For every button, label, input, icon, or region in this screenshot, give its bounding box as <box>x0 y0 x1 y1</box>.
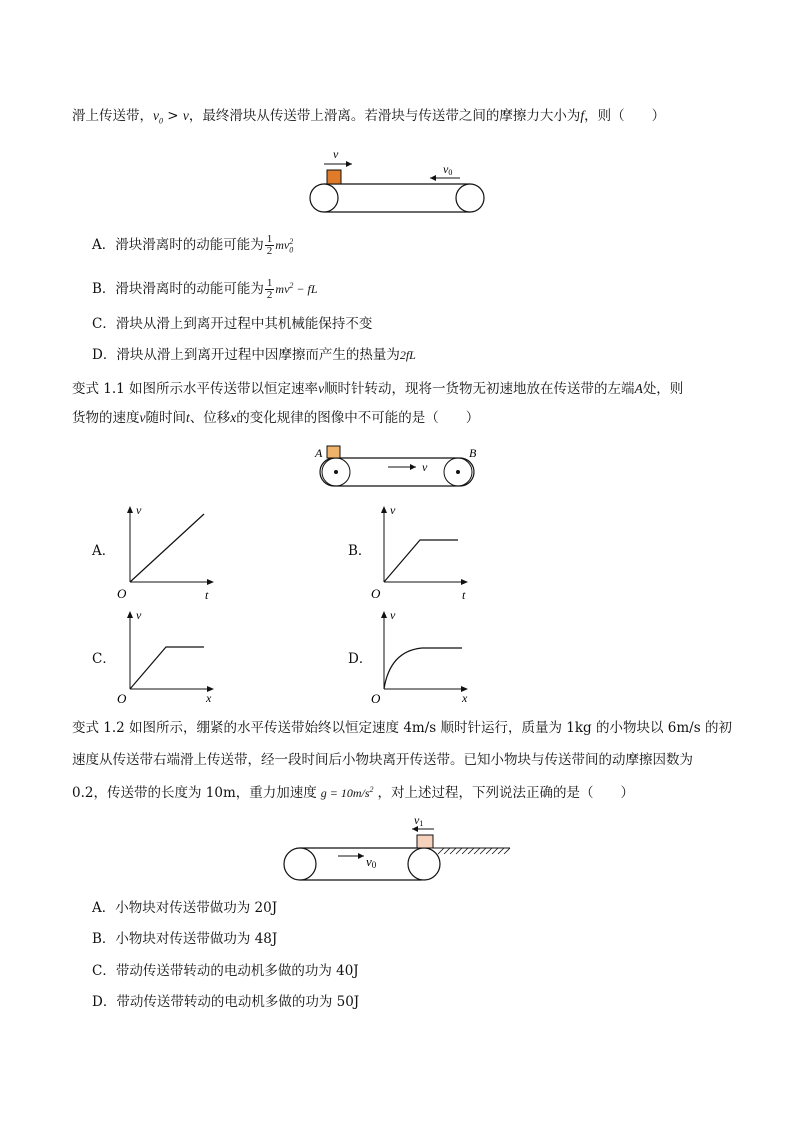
q1-fig-b-label: B <box>469 446 477 460</box>
q1-graph-b-ylabel: v <box>390 503 396 517</box>
q1-stem-line1: 变式 1.1 如图所示水平传送带以恒定速率v顺时针转动，现将一货物无初速地放在传送带的左端A处，则 <box>72 381 684 397</box>
q1-graph-d-xlabel: x <box>462 691 468 705</box>
q1-graph-d-option[interactable]: D． <box>348 651 373 667</box>
q0-conveyor-figure <box>300 140 500 220</box>
q2-option-d[interactable]: D．带动传送带转动的电动机多做的功为 50J <box>92 994 360 1010</box>
q0-fig-v0-label: v0 <box>443 162 453 177</box>
q2-stem-line3: 0.2，传送带的长度为 10m，重力加速度 $g = 10m/s^2$ ，对上述过程，下列说法正确的是（ ） <box>72 785 635 801</box>
q1-fig-a-label: A <box>315 446 323 460</box>
q1-graph-a <box>112 502 222 602</box>
q2-stem-line2: 速度从传送带右端滑上传送带，经一段时间后小物块离开传送带。已知小物块与传送带间的动摩擦因数为 <box>72 752 693 768</box>
q1-graph-b-xlabel: t <box>462 588 466 602</box>
q0-stem-v: v <box>182 108 189 123</box>
q1-graph-d-origin: O <box>371 691 381 706</box>
q2-option-a[interactable]: A．小物块对传送带做功为 20J <box>92 900 278 916</box>
q0-option-d[interactable]: D．滑块从滑上到离开过程中因摩擦而产生的热量为2fL <box>92 347 416 363</box>
q2-stem-line1: 变式 1.2 如图所示，绷紧的水平传送带始终以恒定速度 4m/s 顺时针运行，质量为 1kg 的小物块以 6m/s 的初 <box>72 720 732 736</box>
q1-graph-c-xlabel: x <box>206 691 212 705</box>
q1-graph-b <box>366 502 476 602</box>
q0-stem-text-a: 滑上传送带， <box>72 108 153 124</box>
q2-fig-v0-label: v0 <box>366 854 377 870</box>
q2-conveyor-figure <box>280 812 520 884</box>
q1-graph-a-option[interactable]: A． <box>92 543 116 559</box>
q1-fig-v-label: v <box>422 460 428 474</box>
q1-graph-c <box>112 605 222 705</box>
q1-graph-a-ylabel: v <box>136 503 142 517</box>
q1-graph-b-origin: O <box>371 586 381 601</box>
q0-option-b-frac: $\frac{1}{2}$ <box>266 277 273 301</box>
q0-option-b[interactable]: B．滑块滑离时的动能可能为 $\frac{1}{2}$ $mv^2$ − fL <box>92 277 318 301</box>
q0-stem-rel: > <box>163 108 183 124</box>
q0-stem-text-c: ，则（ ） <box>584 108 666 124</box>
q0-option-c[interactable]: C．滑块从滑上到离开过程中其机械能保持不变 <box>92 316 373 332</box>
q1-graph-c-option[interactable]: C． <box>92 651 116 667</box>
q1-graph-c-origin: O <box>117 691 127 706</box>
q1-graph-a-origin: O <box>117 586 127 601</box>
q1-graph-d-ylabel: v <box>390 608 396 622</box>
q1-graph-b-option[interactable]: B． <box>348 543 372 559</box>
q0-stem <box>72 106 665 132</box>
q0-fig-v-label: v <box>333 147 339 161</box>
q1-graph-a-xlabel: t <box>205 588 209 602</box>
q2-option-c[interactable]: C．带动传送带转动的电动机多做的功为 40J <box>92 963 359 979</box>
q2-option-b[interactable]: B．小物块对传送带做功为 48J <box>92 931 278 947</box>
q2-fig-v1-label: v1 <box>414 813 424 828</box>
q0-stem-f: f <box>580 108 585 123</box>
q0-stem-v0: $v_0$ <box>153 108 163 126</box>
q1-stem-line2: 货物的速度v随时间t、位移x的变化规律的图像中不可能的是（ ） <box>72 410 480 426</box>
q1-graph-d <box>366 605 476 705</box>
q0-option-a-frac: $\frac{1}{2}$ <box>266 233 273 257</box>
q0-stem-text-b: ，最终滑块从传送带上滑离。若滑块与传送带之间的摩擦力大小为 <box>188 108 581 124</box>
q1-graph-c-ylabel: v <box>136 608 142 622</box>
q0-option-a[interactable]: A．滑块滑离时的动能可能为 $\frac{1}{2}$ $mv_0^2$ <box>92 233 294 257</box>
q1-conveyor-figure <box>312 442 492 492</box>
